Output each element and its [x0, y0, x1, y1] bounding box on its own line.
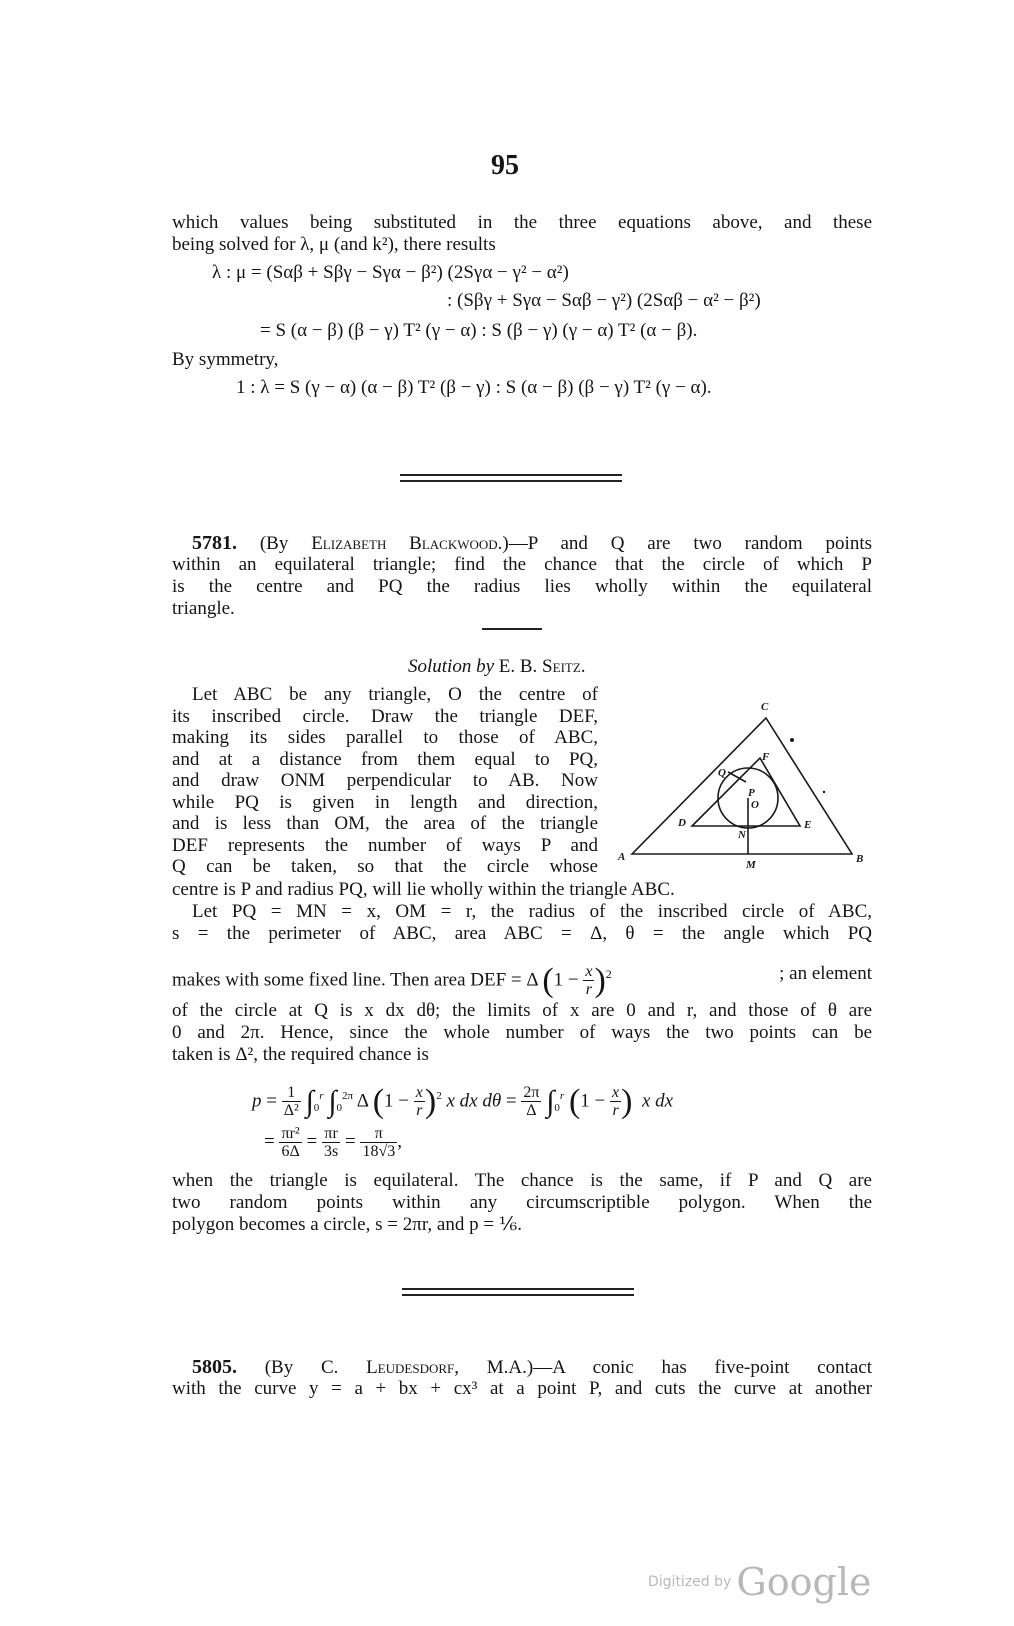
label-q: Q	[718, 767, 726, 779]
solution-full-line-6: 0 and 2π. Hence, since the whole number of ways the two points can be	[172, 1022, 872, 1043]
label-f: F	[762, 751, 770, 763]
solution-line: while PQ is given in length and direction,	[172, 791, 598, 813]
problem-5781-line-1	[192, 532, 872, 555]
label-m: M	[746, 859, 756, 871]
by-symmetry: By symmetry,	[172, 349, 279, 370]
solution-line: Let ABC be any triangle, O the centre of	[192, 684, 598, 705]
fraction-x-over-r: $\frac{x}{r}$	[585, 963, 593, 999]
solution-line: and draw ONM perpendicular to AB. Now	[172, 770, 598, 791]
google-logo: Google	[736, 1560, 872, 1604]
label-e: E	[804, 819, 812, 831]
solution-full-line-4: makes with some fixed line. Then area DEF = Δ (1 − $\frac{x}{r}$ )$^2$ ; an element	[172, 954, 872, 994]
after-line-2: two random points within any circumscriptible polygon. When the	[172, 1192, 872, 1213]
solution-full-line-7: taken is Δ², the required chance is	[172, 1044, 429, 1065]
solution-author: E. B. Seitz.	[498, 656, 586, 677]
problem-5781-line-4: triangle.	[172, 598, 235, 619]
area-def-inner: 1 −	[553, 969, 584, 991]
problem-5781-text: )—P and Q are two random points	[502, 533, 872, 554]
area-def-factor: (	[542, 961, 554, 999]
solution-full-line-5: of the circle at Q is x dx dθ; the limits of x are 0 and r, and those of θ are	[172, 1000, 872, 1021]
triangle-figure	[620, 700, 870, 870]
problem-number: 5781.	[192, 532, 237, 554]
author-degree: M.A.)	[486, 1357, 534, 1378]
equation-3: = S (α − β) (β − γ) T² (γ − α) : S (β − γ) (γ − α) T² (α − β).	[260, 320, 698, 341]
area-def-text: makes with some fixed line. Then area DEF = Δ	[172, 969, 538, 991]
solution-column	[172, 684, 598, 878]
author-open: (By	[259, 533, 289, 554]
equation-4: 1 : λ = S (γ − α) (α − β) T² (β − γ) : S (α − β) (β − γ) T² (γ − α).	[236, 377, 712, 398]
problem-5805-line-1	[192, 1356, 872, 1379]
problem-5805-text: —A conic has five-point contact	[533, 1357, 872, 1378]
equation-1: λ : μ = (Sαβ + Sβγ − Sγα − β²) (2Sγα − γ² − α²)	[212, 262, 569, 283]
problem-5781-line-2: within an equilateral triangle; find the chance that the circle of which P	[172, 554, 872, 575]
digitized-prefix: Digitized by	[648, 1574, 732, 1590]
solution-line: Q can be taken, so that the circle whose	[172, 856, 598, 877]
problem-number: 5805.	[192, 1356, 237, 1378]
section-divider-2b	[402, 1294, 634, 1296]
label-p: P	[748, 787, 755, 799]
solution-full-line-3: s = the perimeter of ABC, area ABC = Δ, θ = the angle which PQ	[172, 923, 872, 944]
section-divider-2a	[402, 1288, 634, 1290]
after-line-3: polygon becomes a circle, s = 2πr, and p = ⅙.	[172, 1214, 522, 1235]
equation-2: : (Sβγ + Sγα − Sαβ − γ²) (2Sαβ − α² − β²)	[447, 290, 761, 311]
integral-equation: p = $\frac{1}{\text{Δ²}}$ $\int_0^r$ $\int_0^{2\pi}$ Δ (1 − $\frac{x}{r}$ )$^2$ x dx dθ = $\frac{2\pi}{\Delta}$ $\int_0^r$ (1 − $\frac{x}{r}$ ) x dx	[252, 1082, 674, 1120]
intro-line-2: being solved for λ, μ (and k²), there results	[172, 234, 496, 255]
solution-line: DEF represents the number of ways P and	[172, 834, 598, 856]
section-divider-1a	[400, 474, 622, 476]
label-o: O	[751, 799, 759, 811]
area-def-close: )	[594, 961, 606, 999]
area-def-tail: ; an element	[779, 963, 872, 984]
problem-5781-line-3: is the centre and PQ the radius lies wholly within the equilateral	[172, 576, 872, 597]
short-rule	[482, 628, 542, 630]
label-a: A	[618, 851, 626, 863]
label-c: C	[761, 701, 769, 713]
intro-line-1: which values being substituted in the three equations above, and these	[172, 212, 872, 233]
solution-full-line-1: centre is P and radius PQ, will lie wholly within the triangle ABC.	[172, 879, 675, 900]
label-n: N	[738, 829, 746, 841]
solution-line: its inscribed circle. Draw the triangle DEF,	[172, 705, 598, 727]
author-open: (By	[264, 1357, 294, 1378]
result-equation: = $\frac{\text{πr²}}{6\Delta}$ = $\frac{\pi r}{3s}$ = $\frac{\pi}{18√3}$ ,	[264, 1125, 402, 1161]
solution-by: Solution by	[408, 656, 495, 677]
page-number: 95	[491, 150, 519, 181]
label-d: D	[678, 817, 686, 829]
solution-line: making its sides parallel to those of ABC,	[172, 727, 598, 748]
problem-5805-line-2: with the curve y = a + bx + cx³ at a point P, and cuts the curve at another	[172, 1378, 872, 1399]
after-line-1: when the triangle is equilateral. The chance is the same, if P and Q are	[172, 1170, 872, 1191]
solution-heading	[408, 656, 586, 678]
solution-line: and is less than OM, the area of the triangle	[172, 813, 598, 834]
label-b: B	[856, 853, 864, 865]
section-divider-1b	[400, 480, 622, 482]
solution-line: and at a distance from them equal to PQ,	[172, 748, 598, 770]
problem-author: C. Leudesdorf,	[320, 1357, 460, 1378]
solution-full-line-2: Let PQ = MN = x, OM = r, the radius of the inscribed circle of ABC,	[192, 901, 872, 922]
digitized-by-watermark	[648, 1560, 871, 1604]
problem-author: Elizabeth Blackwood.	[311, 533, 503, 554]
